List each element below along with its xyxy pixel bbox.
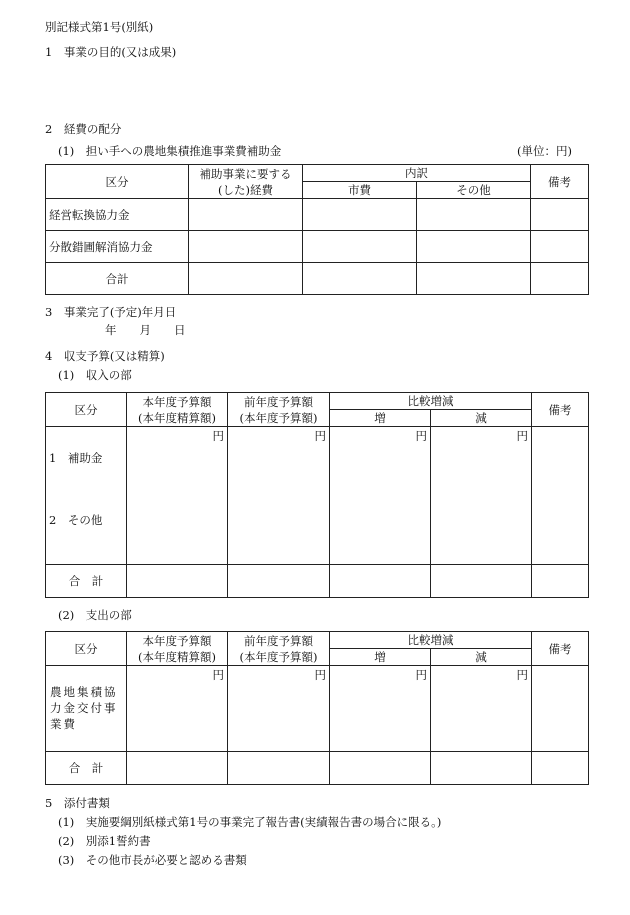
income-header-prev-year bbox=[228, 393, 330, 427]
yen-unit: 円 bbox=[330, 427, 431, 565]
form-number: 別記様式第1号(別紙) bbox=[45, 20, 154, 34]
header-cost-line2: (した)経費 bbox=[218, 182, 273, 197]
income-header-this-year bbox=[127, 393, 228, 427]
section-1-title: 1 事業の目的(又は成果) bbox=[45, 45, 177, 59]
header-uchiwake: 内訳 bbox=[303, 165, 531, 182]
income-header-kubun: 区分 bbox=[46, 393, 127, 427]
income-header-gen: 減 bbox=[431, 410, 532, 427]
income-header-this-line1: 本年度予算額 bbox=[142, 394, 212, 409]
income-header-prev-line2: (本年度予算額) bbox=[239, 410, 318, 425]
income-items-cell bbox=[46, 427, 127, 565]
income-item-other: 2 その他 bbox=[49, 513, 103, 527]
expense-header-prev-year bbox=[228, 632, 330, 666]
expense-header-this-year bbox=[127, 632, 228, 666]
attachment-item-1: (1) 実施要綱別紙様式第1号の事業完了報告書(実績報告書の場合に限る。) bbox=[58, 815, 442, 829]
expense-total: 合 計 bbox=[46, 752, 127, 785]
expense-header-biko: 備考 bbox=[532, 632, 589, 666]
income-header-zo: 増 bbox=[330, 410, 431, 427]
expense-header-prev-line2: (本年度予算額) bbox=[239, 649, 318, 664]
income-header-prev-line1: 前年度予算額 bbox=[244, 394, 313, 409]
header-shihi: 市費 bbox=[303, 182, 417, 199]
income-header-hikaku: 比較増減 bbox=[330, 393, 532, 410]
income-item-subsidy: 1 補助金 bbox=[49, 451, 103, 465]
attachment-item-2: (2) 別添1誓約書 bbox=[58, 834, 151, 848]
expenditure-table bbox=[45, 631, 589, 785]
expense-header-gen: 減 bbox=[431, 649, 532, 666]
completion-date: 年 月 日 bbox=[105, 323, 186, 337]
header-cost bbox=[189, 165, 303, 199]
yen-unit: 円 bbox=[127, 427, 228, 565]
row-keiei-tenkan: 経営転換協力金 bbox=[46, 199, 189, 231]
yen-unit: 円 bbox=[228, 666, 330, 752]
row-bunsan-sakuho: 分散錯圃解消協力金 bbox=[46, 231, 189, 263]
income-table bbox=[45, 392, 589, 598]
section-3-title: 3 事業完了(予定)年月日 bbox=[45, 305, 177, 319]
attachment-item-3: (3) その他市長が必要と認める書類 bbox=[58, 853, 247, 867]
header-sonota: その他 bbox=[417, 182, 531, 199]
income-header-biko: 備考 bbox=[532, 393, 589, 427]
expense-header-this-line2: (本年度精算額) bbox=[138, 649, 216, 664]
income-total: 合 計 bbox=[46, 565, 127, 598]
expense-subtitle: (2) 支出の部 bbox=[58, 608, 132, 622]
section-2-subtitle: (1) 担い手への農地集積推進事業費補助金 bbox=[58, 144, 282, 158]
expense-header-prev-line1: 前年度予算額 bbox=[244, 633, 313, 648]
expense-header-hikaku: 比較増減 bbox=[330, 632, 532, 649]
yen-unit: 円 bbox=[330, 666, 431, 752]
header-kubun: 区分 bbox=[46, 165, 189, 199]
yen-unit: 円 bbox=[127, 666, 228, 752]
row-total: 合計 bbox=[46, 263, 189, 295]
expense-header-kubun: 区分 bbox=[46, 632, 127, 666]
yen-unit: 円 bbox=[431, 666, 532, 752]
yen-unit: 円 bbox=[431, 427, 532, 565]
section-2-title: 2 経費の配分 bbox=[45, 122, 122, 136]
header-cost-line1: 補助事業に要する bbox=[199, 166, 292, 181]
income-subtitle: (1) 収入の部 bbox=[58, 368, 132, 382]
yen-unit: 円 bbox=[228, 427, 330, 565]
header-biko: 備考 bbox=[531, 165, 589, 199]
unit-label: (単位：円) bbox=[517, 144, 572, 158]
expense-header-this-line1: 本年度予算額 bbox=[142, 633, 212, 648]
expense-item-nouchi: 農地集積協力金交付事業費 bbox=[46, 666, 127, 752]
expense-allocation-table bbox=[45, 164, 589, 295]
expense-header-zo: 増 bbox=[330, 649, 431, 666]
section-5-title: 5 添付書類 bbox=[45, 796, 110, 810]
income-header-this-line2: (本年度精算額) bbox=[138, 410, 216, 425]
section-4-title: 4 収支予算(又は精算) bbox=[45, 349, 165, 363]
